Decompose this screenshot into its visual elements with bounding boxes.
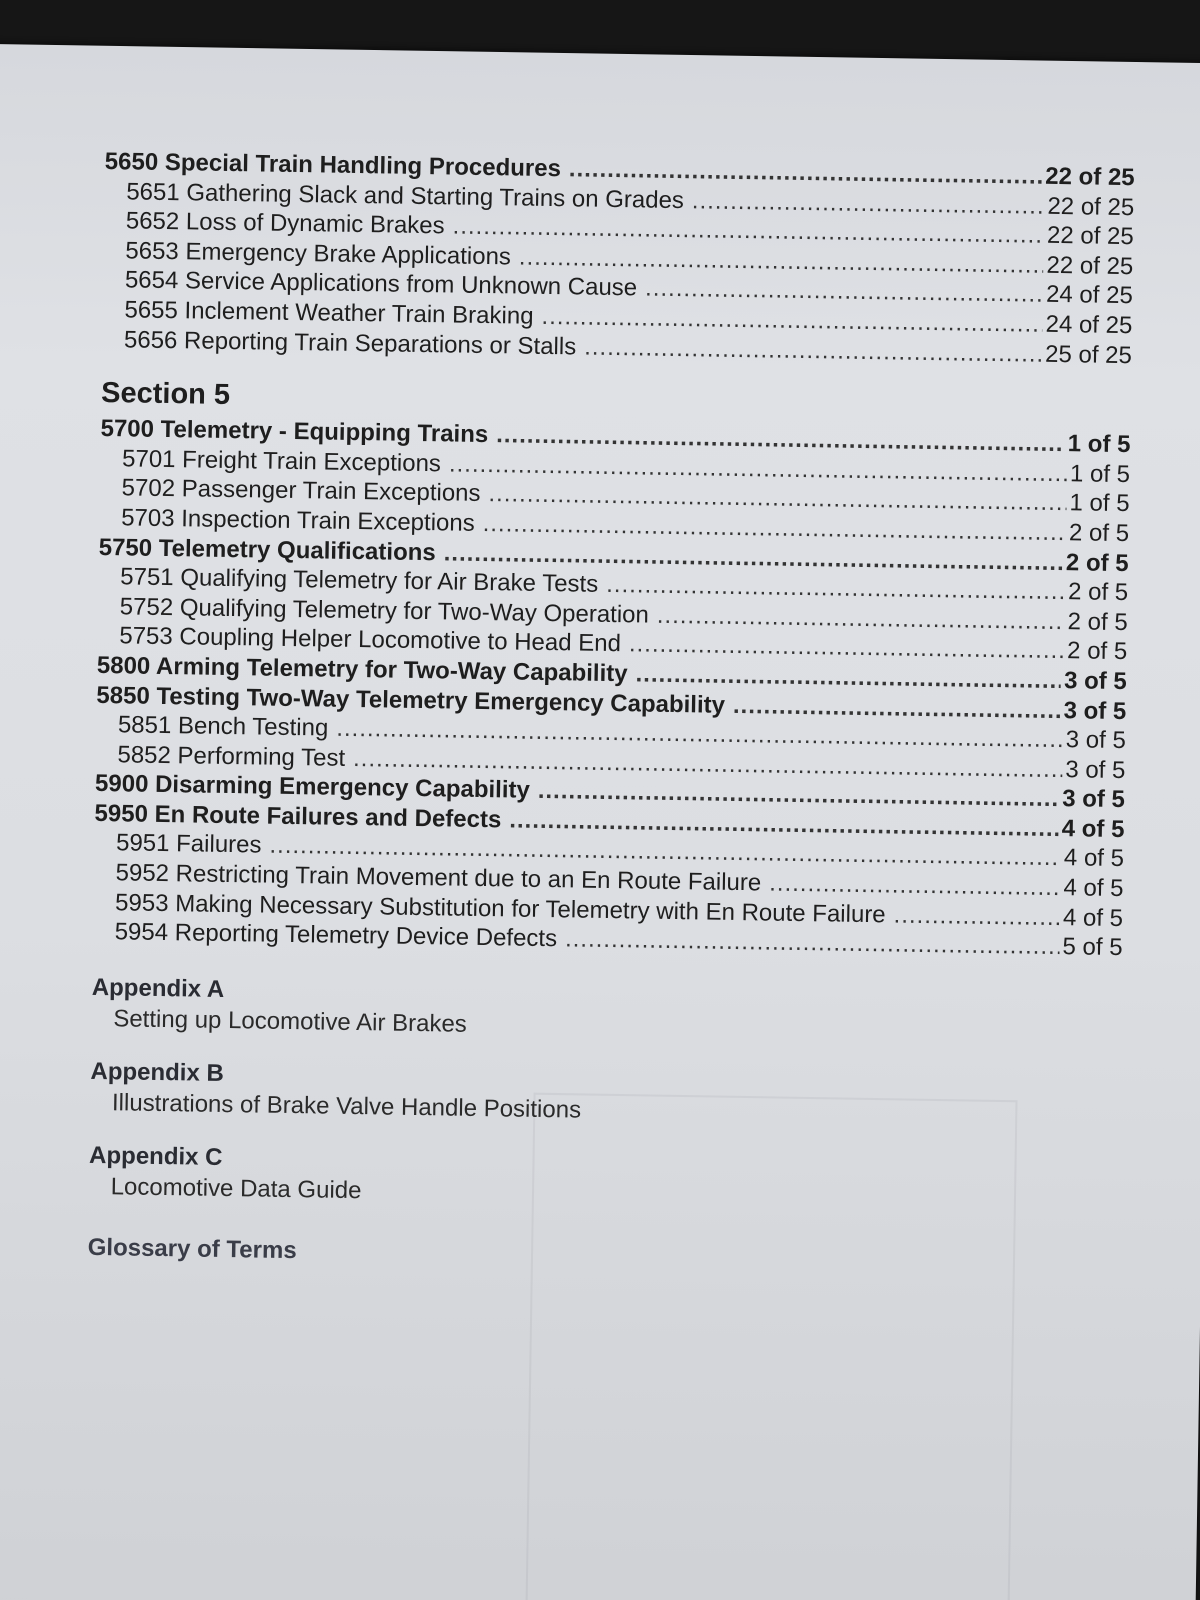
toc-entry-title [116, 830, 262, 860]
toc-entry-text: Gathering Slack and Starting Trains on Grades [186, 178, 685, 214]
toc-entry-text: Bench Testing [177, 712, 329, 742]
toc-entry-page: 4 of 5 [1061, 814, 1125, 843]
toc-entry-page: 24 of 25 [1045, 281, 1134, 310]
toc-entry-page: 22 of 25 [1046, 251, 1134, 280]
toc-entry-number: 5852 [117, 740, 172, 769]
toc-entry-number: 5900 [94, 770, 149, 799]
toc-entry-page: 3 of 5 [1063, 696, 1127, 725]
dot-leader [733, 691, 1061, 724]
toc-entry-number: 5654 [124, 266, 179, 295]
toc-entry-number: 5953 [114, 888, 169, 917]
toc-entry-page: 2 of 5 [1065, 548, 1129, 577]
toc-entry-number: 5651 [126, 177, 180, 206]
dot-leader [769, 870, 1061, 903]
toc-entry-number: 5954 [114, 918, 169, 947]
toc-entry-text: Coupling Helper Locomotive to Head End [179, 623, 622, 658]
appendix-block [88, 1142, 1119, 1220]
toc-entry-title [100, 415, 488, 449]
dot-leader [635, 660, 1061, 695]
toc-entry-title [124, 326, 577, 361]
toc-entry-number: 5652 [125, 207, 180, 236]
toc-entry-title [121, 475, 480, 509]
toc-entry-number: 5653 [125, 237, 179, 265]
toc-entry-text: Telemetry - Equipping Trains [160, 416, 489, 449]
appendix-list [88, 974, 1121, 1220]
toc-entry-number: 5950 [94, 799, 149, 828]
toc-entry-page: 1 of 5 [1069, 459, 1131, 488]
toc-entry-title [124, 296, 534, 330]
toc-group-section-4 [102, 148, 1135, 371]
toc-entry-number: 5753 [119, 622, 173, 651]
toc-entry-title [118, 711, 329, 742]
toc-entry-text: Service Applications from Unknown Cause [184, 267, 638, 302]
appendix-block [91, 974, 1122, 1052]
toc-entry-page: 22 of 25 [1045, 162, 1135, 192]
toc-entry-number: 5800 [96, 651, 151, 680]
toc-group-section-5 [92, 415, 1130, 964]
toc-entry-page: 25 of 25 [1044, 340, 1133, 369]
toc-entry-title [117, 741, 345, 773]
toc-entry-title [126, 208, 445, 241]
toc-entry-page: 4 of 5 [1063, 844, 1125, 873]
toc-entry-text: Emergency Brake Applications [185, 238, 512, 271]
toc-entry-text: En Route Failures and Defects [154, 800, 502, 834]
toc-entry-number: 5701 [121, 445, 176, 473]
appendix-title: Appendix A [91, 973, 225, 1003]
toc-entry-text: Inspection Train Exceptions [181, 505, 475, 537]
toc-entry-text: Failures [175, 830, 262, 860]
dot-leader [584, 333, 1042, 368]
glossary-heading: Glossary of Terms [87, 1233, 297, 1264]
toc-entry-number: 5655 [124, 296, 179, 325]
toc-entry-page: 3 of 5 [1061, 785, 1126, 814]
toc-entry-title [122, 445, 441, 478]
dot-leader [645, 275, 1043, 309]
toc-entry-page: 22 of 25 [1046, 221, 1134, 251]
toc-entry-title [95, 770, 530, 805]
toc-entry-page: 2 of 5 [1068, 519, 1130, 548]
toc-entry-number: 5751 [120, 563, 174, 592]
toc-entry-page: 3 of 5 [1063, 667, 1127, 696]
toc-entry-page: 3 of 5 [1065, 726, 1127, 755]
table-of-contents [88, 148, 1135, 1278]
toc-entry-text: Arming Telemetry for Two-Way Capability [155, 652, 628, 688]
toc-entry-text: Performing Test [177, 741, 346, 772]
toc-entry-number: 5700 [100, 415, 155, 443]
toc-entry-page: 4 of 5 [1062, 903, 1124, 932]
dot-leader [657, 601, 1065, 635]
dot-leader [692, 187, 1045, 221]
dot-leader [629, 631, 1065, 666]
toc-entry-text: Restricting Train Movement due to an En Route Failure [175, 860, 762, 897]
toc-entry-page: 2 of 5 [1067, 578, 1129, 607]
toc-entry-number: 5750 [98, 533, 153, 562]
toc-entry-title [121, 504, 475, 538]
toc-entry-text: Qualifying Telemetry for Air Brake Tests [180, 564, 599, 598]
toc-entry-number: 5656 [123, 325, 178, 354]
toc-entry-text: Reporting Train Separations or Stalls [183, 326, 577, 360]
appendix-title: Appendix C [88, 1141, 223, 1171]
toc-entry-page: 4 of 5 [1063, 874, 1124, 903]
toc-entry-number: 5650 [104, 148, 159, 176]
toc-entry-number: 5703 [120, 504, 175, 533]
appendix-subtitle: Illustrations of Brake Valve Handle Positions [111, 1089, 582, 1124]
toc-entry-text: Qualifying Telemetry for Two-Way Operation [179, 593, 650, 629]
toc-entry-text: Making Necessary Substitution for Telemetry with En Route Failure [174, 889, 886, 929]
toc-entry-number: 5851 [117, 711, 172, 740]
toc-entry-text: Freight Train Exceptions [181, 446, 442, 478]
toc-entry-title [125, 237, 511, 271]
section-heading: Section 5 [100, 377, 231, 412]
toc-entry-text: Telemetry Qualifications [158, 534, 436, 566]
toc-entry-number: 5752 [119, 593, 174, 621]
toc-entry-page: 1 of 5 [1067, 430, 1131, 459]
appendix-block [90, 1058, 1121, 1136]
toc-entry-page: 24 of 25 [1045, 310, 1133, 340]
toc-entry-number: 5951 [115, 829, 170, 858]
toc-entry-text: Disarming Emergency Capability [154, 771, 531, 805]
toc-entry-title [94, 800, 501, 834]
toc-entry-number: 5702 [121, 474, 176, 503]
appendix-title: Appendix B [90, 1057, 225, 1087]
toc-entry-number: 5952 [115, 859, 170, 888]
toc-entry-page: 2 of 5 [1066, 637, 1128, 666]
toc-entry-title [114, 919, 557, 954]
toc-entry-number: 5850 [96, 681, 151, 710]
dot-leader [893, 901, 1060, 932]
appendix-subtitle: Locomotive Data Guide [110, 1173, 362, 1204]
toc-entry-page: 5 of 5 [1062, 933, 1123, 962]
toc-entry-text: Testing Two-Way Telemetry Emergency Capability [156, 682, 726, 719]
toc-entry-page: 2 of 5 [1067, 607, 1128, 636]
toc-entry-page: 22 of 25 [1047, 192, 1135, 221]
toc-entry-text: Inclement Weather Train Braking [184, 297, 534, 330]
toc-entry-page: 3 of 5 [1065, 755, 1126, 784]
toc-entry-text: Passenger Train Exceptions [181, 475, 481, 508]
toc-entry-text: Special Train Handling Procedures [164, 148, 562, 183]
appendix-subtitle: Setting up Locomotive Air Brakes [113, 1005, 468, 1038]
toc-entry-text: Reporting Telemetry Device Defects [174, 919, 558, 953]
toc-entry-title [99, 533, 436, 566]
toc-entry-text: Loss of Dynamic Brakes [185, 208, 445, 240]
toc-entry-page: 1 of 5 [1069, 489, 1130, 518]
